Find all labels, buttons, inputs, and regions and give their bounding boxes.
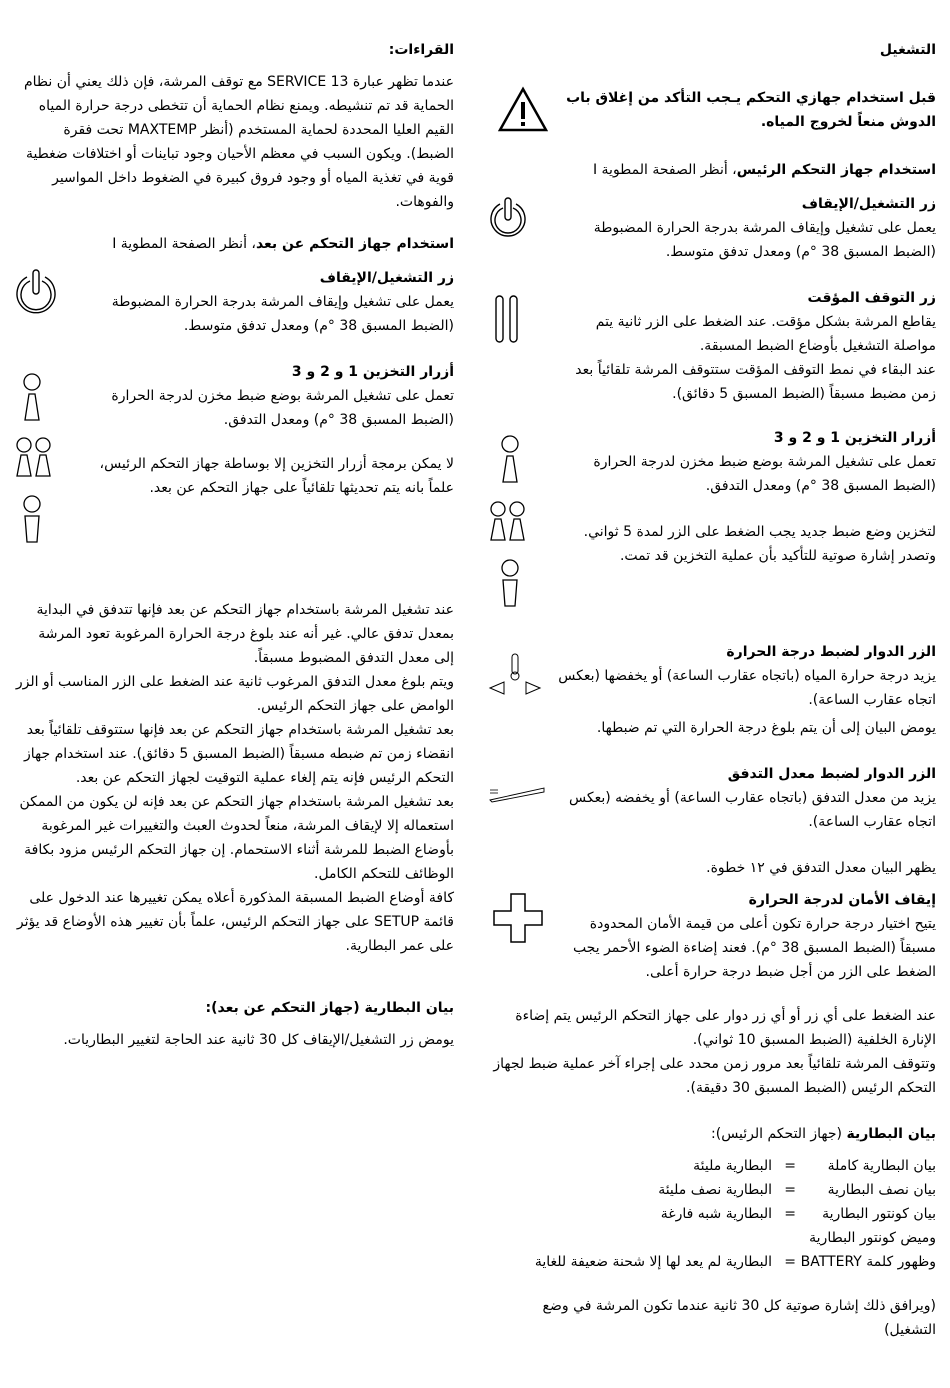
- right-column: [488, 0, 936, 1388]
- flow-knob-text: يزيد من معدل التدفق (باتجاه عقارب الساعة) أو يخفضه (بعكس اتجاه عقارب الساعة).: [569, 790, 936, 830]
- main-memory-text2: لتخزين وضع ضبط جديد يجب الضغط على الزر لمدة 5 ثواني. وتصدر إشارة صوتية للتأكيد بأن عملية التخزين قد تمت.: [583, 524, 936, 564]
- left-column: [14, 0, 454, 1388]
- remote-memory-2-icon: [14, 436, 54, 480]
- remote-memory-1-icon: [20, 372, 44, 424]
- remote-battery-title: بيان البطارية (جهاز التحكم عن بعد):: [205, 1000, 454, 1016]
- main-memory-block: [558, 426, 936, 568]
- power-icon: [488, 196, 528, 242]
- remote-memory-title: أزرار التخزين 1 و 2 و 3: [291, 364, 454, 380]
- main-battery-title-bold: بيان البطارية: [846, 1126, 936, 1142]
- remote-onoff-text: يعمل على تشغيل وإيقاف المرشة بدرجة الحرارة المضبوطة (الضبط المسبق 38 °م) ومعدل تدفق متوسط.: [111, 294, 454, 334]
- operation-title: التشغيل: [879, 42, 936, 58]
- remote-memory-text: تعمل على تشغيل المرشة بوضع ضبط مخزن لدرجة الحرارة (الضبط المسبق 38 °م) ومعدل التدفق.: [111, 388, 454, 428]
- warning-triangle-icon: [498, 86, 548, 132]
- pause-title: زر التوقف المؤقت: [807, 290, 936, 306]
- pause-text: يقاطع المرشة بشكل مؤقت. عند الضغط على الزر ثانية يتم مواصلة التشغيل بأوضاع الضبط المسبقة.: [595, 314, 936, 354]
- memory-3-icon: [498, 558, 522, 610]
- remote-para-3: بعد تشغيل المرشة باستخدام جهاز التحكم عن بعد فإنها ستتوقف تلقائياً بعد انقضاء زمن تم ضبطه مسبقاً (الضبط المسبق 5 دقائق). عند استخدام جهاز التحكم الرئيس فإنه يتم إلغاء عملية التوقيت لجهاز التحكم عن بعد.: [24, 722, 454, 786]
- remote-onoff-title: زر التشغيل/الإيقاف: [319, 270, 454, 286]
- flow-knob-title: الزر الدوار لضبط معدل التدفق: [727, 766, 936, 782]
- main-battery-title-rest: (جهاز التحكم الرئيس):: [711, 1126, 847, 1142]
- safety-title: إيقاف الأمان لدرجة الحرارة: [748, 892, 936, 908]
- battery-table: [488, 1154, 936, 1274]
- flow-note: يظهر البيان معدل التدفق في ١٢ خطوة.: [706, 860, 936, 876]
- main-onoff-block: [558, 192, 936, 264]
- temp-knob-icon: [488, 652, 542, 696]
- remote-para-4: بعد تشغيل المرشة باستخدام جهاز التحكم عن بعد فإنه لن يكون من الممكن استعماله إلا لإيقاف المرشة، منعاً لحدوث العبث والتغييرات غير المرغوبة بأوضاع الضبط للمرشة أثناء الاستحمام. إن جهاز التحكم الرئيس مزود بكافة الوظائف للتحكم الكامل.: [19, 794, 454, 882]
- memory-2-icon: [488, 500, 528, 544]
- backlight-text: عند الضغط على أي زر أو أي زر دوار على جهاز التحكم الرئيس يتم إضاءة الإنارة الخلفية (الضبط المسبق 10 ثواني).: [515, 1008, 936, 1048]
- main-intro-rest: ، أنظر الصفحة المطوية I: [592, 162, 737, 178]
- main-onoff-text: يعمل على تشغيل وإيقاف المرشة بدرجة الحرارة المضبوطة (الضبط المسبق 38 °م) ومعدل تدفق متوسط.: [593, 220, 936, 260]
- flow-knob-icon: [488, 784, 546, 804]
- memory-1-icon: [498, 434, 522, 486]
- remote-memory-3-icon: [20, 494, 44, 546]
- remote-memory-block: [76, 360, 454, 500]
- temp-note: يومض البيان إلى أن يتم بلوغ درجة الحرارة التي تم ضبطها.: [596, 720, 936, 736]
- main-memory-title: أزرار التخزين 1 و 2 و 3: [773, 430, 936, 446]
- pause-text2: عند البقاء في نمط التوقف المؤقت ستتوقف المرشة تلقائياً بعد زمن مضبط مسبقاً (الضبط المسبق 5 دقائق).: [575, 362, 936, 402]
- temp-knob-text: يزيد درجة حرارة المياه (باتجاه عقارب الساعة) أو يخفضها (بعكس اتجاه عقارب الساعة).: [558, 668, 936, 708]
- flow-knob-block: [558, 762, 936, 834]
- faults-text: عندما تظهر عبارة SERVICE 13 مع توقف المرشة، فإن ذلك يعني أن نظام الحماية قد تم تنشيطه. ويمنع نظام الحماية أن تتخطى درجة حرارة المياه القيم العليا المحددة لحماية المستخدم (أنظر MAXTEMP تحت فقرة الضبط). ويكون السبب في معظم الأحيان وجود تباينات أو اختلافات ضغطية قوية في تغذية المياه أو وجود فروق كبيرة في الضغوط داخل المواسير والفوهات.: [23, 74, 454, 210]
- battery-row: وظهور كلمة BATTERY = البطارية لم يعد لها إلا شحنة ضعيفة للغاية: [534, 1254, 936, 1270]
- battery-row: بيان نصف البطارية = البطارية نصف مليئة: [658, 1182, 936, 1198]
- temp-knob-title: الزر الدوار لضبط درجة الحرارة: [726, 644, 936, 660]
- warning-text: قبل استخدام جهازي التحكم يـجب التأكد من إغلاق باب الدوش منعاً لخروج المياه.: [566, 90, 936, 130]
- safety-plus-icon: [492, 892, 544, 944]
- faults-title: القراءات:: [388, 42, 454, 58]
- temp-knob-block: [558, 640, 936, 712]
- safety-block: [558, 888, 936, 984]
- remote-intro: [14, 232, 454, 256]
- remote-memory-text2: لا يمكن برمجة أزرار التخزين إلا بوساطة جهاز التحكم الرئيس، علماً بانه يتم تحديثها تلقائياً على جهاز التحكم عن بعد.: [99, 456, 454, 496]
- battery-row: بيان البطارية كاملة = البطارية مليئة: [693, 1158, 936, 1174]
- main-intro: [488, 158, 936, 182]
- battery-row: وميض كونتور البطارية: [809, 1230, 936, 1246]
- auto-off-text: وتتوقف المرشة تلقائياً بعد مرور زمن محدد على إجراء آخر عملية ضبط لجهاز التحكم الرئيس (الضبط المسبق 30 دقيقة).: [493, 1056, 936, 1096]
- main-onoff-title: زر التشغيل/الإيقاف: [801, 196, 936, 212]
- remote-para-1: عند تشغيل المرشة باستخدام جهاز التحكم عن بعد فإنها تتدفق في البداية بمعدل تدفق عالي. غير أنه عند بلوغ درجة الحرارة المرغوبة تعود المرشة إلى معدل التدفق المضبوط مسبقاً.: [36, 602, 454, 666]
- remote-intro-bold: استخدام جهاز التحكم عن بعد: [255, 236, 454, 252]
- remote-paragraphs: [14, 598, 454, 958]
- remote-para-5: كافة أوضاع الضبط المسبقة المذكورة أعلاه يمكن تغييرها عند الدخول على قائمة SETUP على جهاز التحكم الرئيس، علماً بأن تغيير هذه الأوضاع قد يؤثر على عمر البطارية.: [16, 890, 454, 954]
- remote-intro-rest: ، أنظر الصفحة المطوية I: [112, 236, 256, 252]
- remote-power-icon: [14, 268, 58, 318]
- warning-block: [488, 86, 936, 134]
- pause-icon: [494, 294, 520, 346]
- safety-text: يتيح اختيار درجة حرارة تكون أعلى من قيمة الأمان المحدودة مسبقاً (الضبط المسبق 38 °م). فعند إضاءة الضوء الأحمر يجب الضغط على الزر من أجل ضبط درجة حرارة أعلى.: [572, 916, 936, 980]
- remote-para-2: ويتم بلوغ معدل التدفق المرغوب ثانية عند الضغط على الزر المناسب أو الزر الوامض على جهاز التحكم الرئيس.: [15, 674, 454, 714]
- main-memory-text: تعمل على تشغيل المرشة بوضع ضبط مخزن لدرجة الحرارة (الضبط المسبق 38 °م) ومعدل التدفق.: [593, 454, 936, 494]
- remote-battery-text: يومض زر التشغيل/الإيقاف كل 30 ثانية عند الحاجة لتغيير البطاريات.: [63, 1032, 454, 1048]
- main-intro-bold: استخدام جهاز التحكم الرئيس: [736, 162, 936, 178]
- battery-row: بيان كونتور البطارية = البطارية شبه فارغة: [660, 1206, 936, 1222]
- main-battery-title: [488, 1122, 936, 1146]
- battery-footer: (ويرافق ذلك إشارة صوتية كل 30 ثانية عندما تكون المرشة في وضع التشغيل): [542, 1298, 936, 1338]
- pause-block: [558, 286, 936, 406]
- remote-onoff-block: [76, 266, 454, 338]
